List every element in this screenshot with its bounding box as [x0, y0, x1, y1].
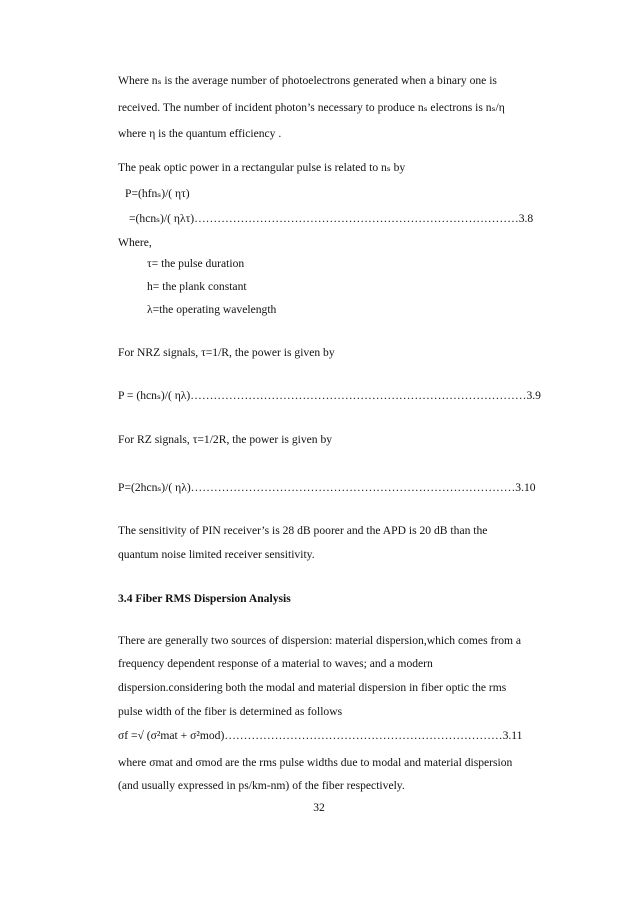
body-text-line: where σmat and σmod are the rms pulse widths due to modal and material dispersion: [118, 756, 513, 769]
body-text-line: (and usually expressed in ps/km-nm) of the fiber respectively.: [118, 779, 405, 792]
equation-peak-power: P=(hfnₛ)/( ητ): [125, 187, 190, 200]
definition-lambda: λ=the operating wavelength: [147, 303, 277, 316]
body-text-line: pulse width of the fiber is determined as follows: [118, 705, 343, 718]
equation-3-8: =(hcnₛ)/( ηλτ)…………………………………………………………………………3.8: [129, 212, 534, 225]
body-text-line: dispersion.considering both the modal and material dispersion in fiber optic the rms: [118, 681, 507, 694]
section-heading: 3.4 Fiber RMS Dispersion Analysis: [118, 592, 291, 605]
body-text-line: The sensitivity of PIN receiver’s is 28 dB poorer and the APD is 20 dB than the: [118, 524, 488, 537]
body-text-line: where η is the quantum efficiency .: [118, 127, 282, 140]
body-text-line: For RZ signals, τ=1/2R, the power is given by: [118, 433, 333, 446]
where-label: Where,: [118, 236, 152, 249]
body-text-line: For NRZ signals, τ=1/R, the power is given by: [118, 346, 335, 359]
equation-3-11: σf =√ (σ²mat + σ²mod)………………………………………………………………3.11: [118, 729, 523, 742]
equation-3-9: P = (hcnₛ)/( ηλ)……………………………………………………………………………3.9: [118, 389, 541, 402]
body-text-line: Where nₛ is the average number of photoelectrons generated when a binary one is: [118, 74, 497, 87]
definition-h: h= the plank constant: [147, 280, 247, 293]
body-text-line: There are generally two sources of dispersion: material dispersion,which comes from a: [118, 634, 522, 647]
page-number: 32: [313, 801, 325, 814]
body-text-line: received. The number of incident photon’s necessary to produce nₛ electrons is nₛ/η: [118, 101, 505, 114]
definition-tau: τ= the pulse duration: [147, 257, 245, 270]
equation-3-10: P=(2hcnₛ)/( ηλ)…………………………………………………………………………3.10: [118, 481, 536, 494]
body-text-line: frequency dependent response of a material to waves; and a modern: [118, 657, 433, 670]
body-text-line: The peak optic power in a rectangular pulse is related to nₛ by: [118, 161, 406, 174]
body-text-line: quantum noise limited receiver sensitivity.: [118, 548, 315, 561]
